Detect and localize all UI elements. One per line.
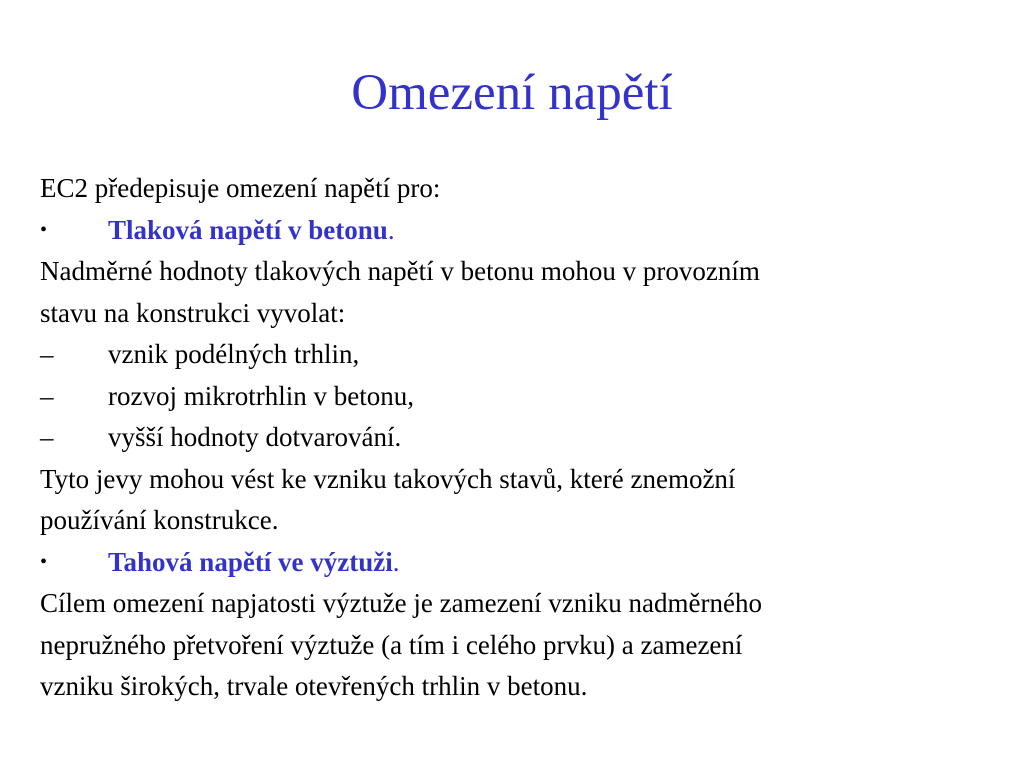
bullet-heading: Tahová napětí ve výztuži — [108, 546, 393, 577]
bullet-item — [40, 210, 990, 252]
body-text-line: vzniku širokých, trvale otevřených trhlin v betonu. — [40, 671, 588, 701]
bullet-icon: • — [40, 550, 48, 573]
dash-item — [40, 417, 990, 459]
dash-item-text: vyšší hodnoty dotvarování. — [108, 422, 402, 452]
body-text-line: Nadměrné hodnoty tlakových napětí v betonu mohou v provozním — [40, 256, 760, 286]
slide-title: Omezení napětí — [351, 65, 673, 121]
bullet-period: . — [392, 546, 400, 577]
bullet-period: . — [387, 214, 395, 245]
dash-item — [40, 334, 990, 376]
body-text-line: stavu na konstrukci vyvolat: — [40, 297, 346, 328]
dash-icon: – — [40, 339, 54, 369]
body-text-line: nepružného přetvoření výztuže (a tím i celého prvku) a zamezení — [40, 629, 743, 660]
bullet-icon: • — [40, 218, 48, 241]
dash-icon: – — [40, 380, 54, 411]
dash-item — [40, 376, 990, 418]
dash-icon: – — [40, 422, 54, 452]
dash-item-text: vznik podélných trhlin, — [108, 339, 360, 369]
slide-body — [40, 168, 990, 708]
body-text-line: používání konstrukce. — [40, 505, 279, 535]
bullet-item — [40, 542, 990, 584]
body-text-line: EC2 předepisuje omezení napětí pro: — [40, 173, 441, 203]
body-text-line: Tyto jevy mohou vést ke vzniku takových stavů, které znemožní — [40, 463, 736, 494]
bullet-heading: Tlaková napětí v betonu — [108, 214, 388, 245]
body-text-line: Cílem omezení napjatosti výztuže je zamezení vzniku nadměrného — [40, 588, 762, 618]
dash-item-text: rozvoj mikrotrhlin v betonu, — [108, 380, 414, 411]
